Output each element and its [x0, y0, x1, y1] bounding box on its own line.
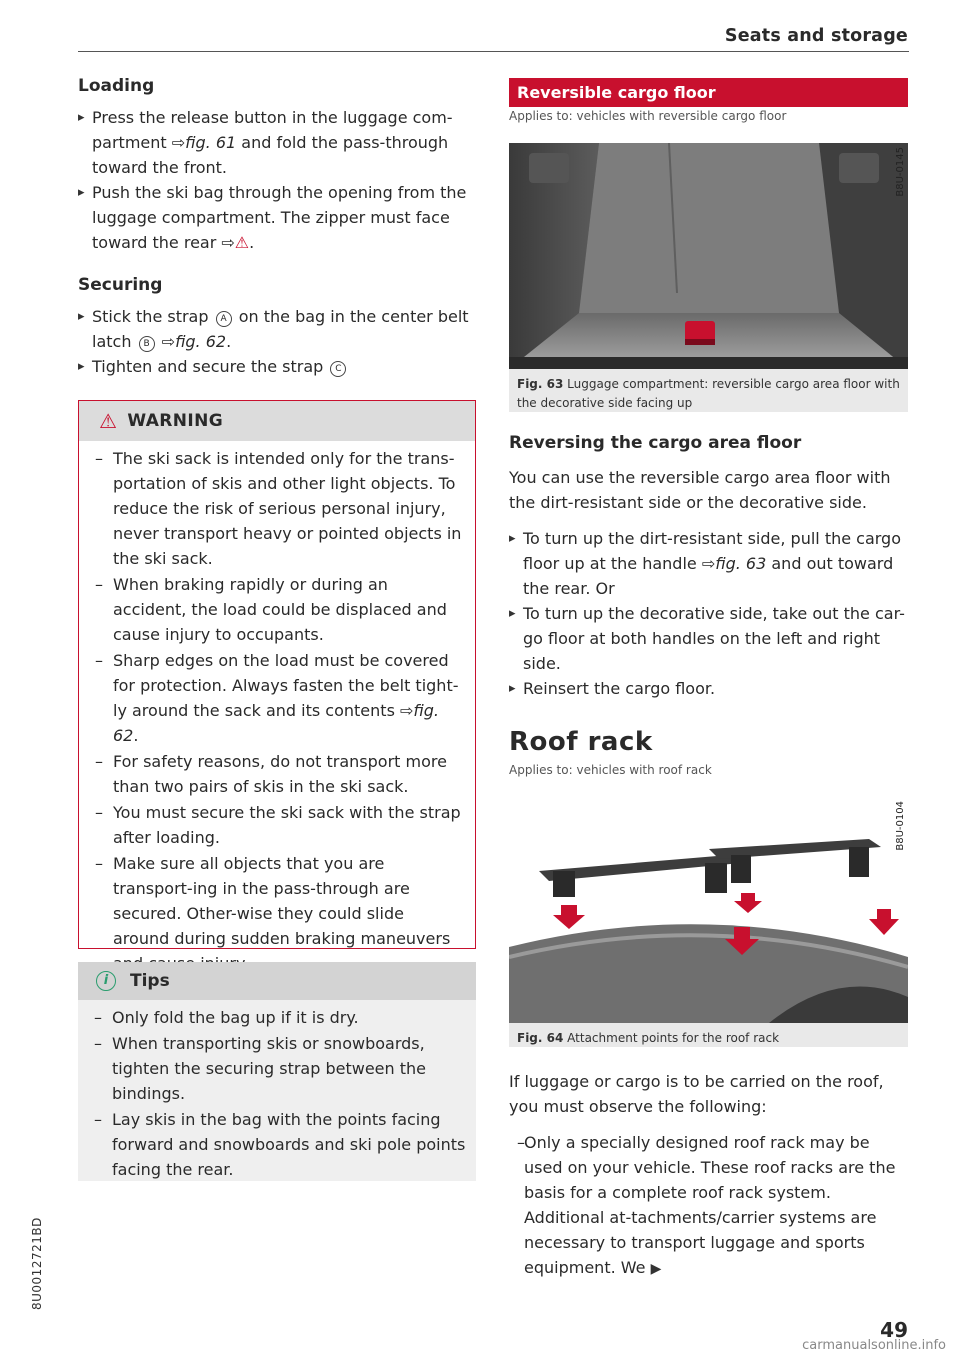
watermark: carmanualsonline.info [802, 1338, 946, 1353]
tips-title: Tips [130, 971, 170, 991]
fig-ref: fig. 63 [715, 554, 767, 573]
figure-code: B8U-0145 [895, 147, 906, 197]
tip-item: – When transporting skis or snowboards, tighten the securing strap between the bindings. [86, 1031, 466, 1106]
arrow-icon: ⇨ [701, 554, 716, 573]
arrow-icon: ⇨ [161, 332, 176, 351]
tip-item: – Lay skis in the bag with the points facing forward and snowboards and ski pole points facing the rear. [86, 1107, 466, 1182]
reversing-step-2: ▸ To turn up the decorative side, take out the car-go floor at both handles on the left and right side. [509, 601, 909, 676]
loading-step-1: ▸ Press the release button in the luggage com-partment ⇨fig. 61 and fold the pass-through toward the front. [78, 105, 478, 180]
loading-section [78, 76, 478, 255]
securing-heading: Securing [78, 275, 163, 295]
roof-rack-intro: If luggage or cargo is to be carried on the roof, you must observe the following: [509, 1072, 884, 1116]
roof-rack-illustration [509, 797, 908, 1023]
reversing-intro: You can use the reversible cargo area floor with the dirt-resistant side or the decorative side. [509, 468, 891, 512]
arrow-icon: ⇨ [171, 133, 186, 152]
section-header: Seats and storage [724, 26, 908, 46]
warning-box [78, 400, 476, 949]
fig-ref: fig. 61 [185, 133, 237, 152]
callout-b-icon: B [139, 336, 155, 352]
reversing-section [509, 433, 909, 701]
warning-header [79, 401, 475, 441]
warning-item: – Make sure all objects that you are transport-ing in the pass-through are secured. Other-wise they could slide around during sudden braking maneuvers [87, 851, 465, 976]
header-rule [78, 51, 909, 52]
callout-c-icon: C [330, 361, 346, 377]
fig-ref: fig. 62 [175, 332, 227, 351]
roof-rack-heading: Roof rack [509, 727, 653, 757]
callout-a-icon: A [216, 311, 232, 327]
figure-code: B8U-0104 [895, 801, 906, 851]
figure-64-caption: Fig. 64 Attachment points for the roof rack [517, 1031, 780, 1045]
roof-rack-item: – Only a specially designed roof rack may be used on your vehicle. These roof racks are the basis for a complete roof rack system. Additional at-tachments/carrier systems are necessary to transport luggage and sports equipment. We ▶ [509, 1130, 909, 1282]
securing-step-1: ▸ Stick the strap A on the bag in the center belt latch B ⇨fig. 62. [78, 304, 478, 354]
warning-item: – You must secure the ski sack with the strap after loading. [87, 800, 465, 850]
reversing-step-1: ▸ To turn up the dirt-resistant side, pull the cargo floor up at the handle ⇨fig. 63 and out toward the rear. Or [509, 526, 909, 601]
info-icon: i [96, 971, 116, 991]
arrow-icon: ⇨ [221, 233, 235, 252]
loading-step-2: ▸ Push the ski bag through the opening from the luggage compartment. The zipper must face toward the rear ⇨⚠. [78, 180, 478, 255]
figure-63 [509, 143, 908, 412]
reversing-heading: Reversing the cargo area floor [509, 433, 802, 453]
arrow-icon: ⇨ [400, 701, 414, 720]
cargo-floor-title-bar: Reversible cargo floor [509, 78, 908, 107]
reversing-step-3: ▸ Reinsert the cargo floor. [509, 676, 909, 701]
warning-title: WARNING [127, 411, 224, 431]
loading-heading: Loading [78, 76, 155, 96]
figure-64 [509, 797, 908, 1047]
document-code: 8U0012721BD [30, 1217, 44, 1310]
warning-triangle-icon: ⚠ [234, 233, 250, 252]
securing-section [78, 275, 478, 379]
warning-triangle-icon: ⚠ [99, 409, 118, 433]
fig-ref: fig. 62 [113, 701, 439, 745]
figure-63-caption: Fig. 63 Luggage compartment: reversible cargo area floor with the decorative side facing up [517, 377, 900, 410]
tip-item: – Only fold the bag up if it is dry. [86, 1005, 466, 1030]
tips-header [78, 962, 476, 1000]
continue-arrow-icon: ▶ [650, 1261, 662, 1277]
warning-item: – The ski sack is intended only for the trans-portation of skis and other light objects. To reduce the risk of serious personal injury, never transport heavy or pointed objects in the ski sack. [87, 446, 465, 571]
tips-box [78, 962, 476, 1181]
warning-item: – Sharp edges on the load must be covered for protection. Always fasten the belt tight-ly around the sack and its contents ⇨fig. 62. [87, 648, 465, 748]
roof-applies-note: Applies to: vehicles with roof rack [509, 763, 712, 777]
securing-step-2: ▸ Tighten and secure the strap C [78, 354, 478, 379]
cargo-applies-note: Applies to: vehicles with reversible cargo floor [509, 109, 787, 123]
page-number: 49 [880, 1318, 908, 1342]
warning-item: – When braking rapidly or during an accident, the load could be displaced and cause injury to occupants. [87, 572, 465, 647]
warning-item: – For safety reasons, do not transport more than two pairs of skis in the ski sack. [87, 749, 465, 799]
roof-rack-section [509, 1069, 909, 1282]
cargo-floor-illustration [509, 143, 908, 369]
